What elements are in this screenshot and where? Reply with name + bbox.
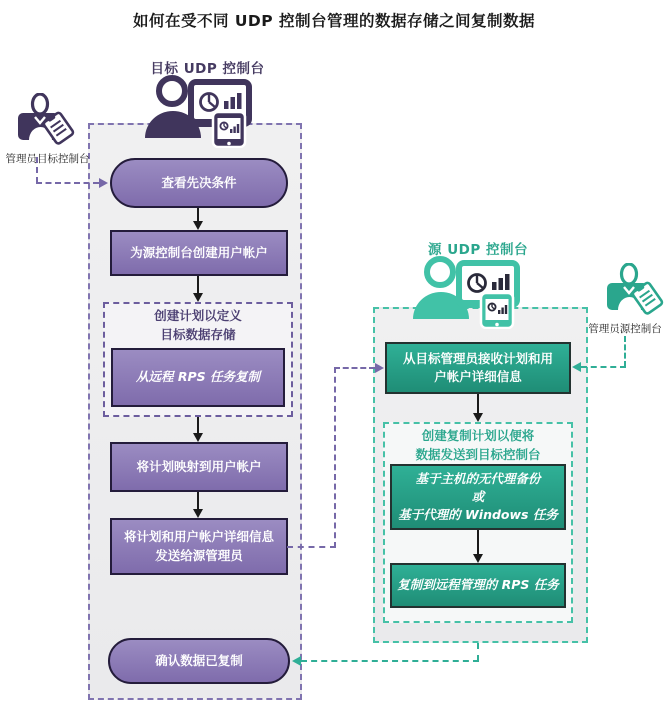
source-console-icon <box>408 255 526 333</box>
send-details-line1: 将计划和用户帐户详细信息 <box>123 529 274 545</box>
step-receive-plan-details <box>385 342 571 394</box>
connector-send-h2 <box>334 367 375 369</box>
step-review-prerequisites: 查看先决条件 <box>110 158 288 208</box>
step-map-plan-to-user: 将计划映射到用户帐户 <box>110 442 288 492</box>
arrow-receive-to-group <box>477 394 479 414</box>
arrowhead <box>193 293 203 302</box>
tablet-chart-icon <box>213 112 245 147</box>
arrowhead-into-receive <box>375 363 384 373</box>
arrow-prereq-to-create <box>197 208 199 222</box>
connector-send-h1 <box>287 546 336 548</box>
arrowhead <box>473 413 483 422</box>
target-console-icon <box>140 74 258 152</box>
arrowhead <box>473 554 483 563</box>
backup-line1: 基于主机的无代理备份 <box>415 470 541 486</box>
step-backup-task-options <box>390 464 566 530</box>
step-replicate-to-remote-rps: 复制到远程管理的 RPS 任务 <box>390 563 566 608</box>
group-replication-title <box>383 427 573 465</box>
tablet-chart-icon <box>481 293 513 328</box>
arrowhead <box>193 433 203 442</box>
step-create-user-account: 为源控制台创建用户帐户 <box>110 230 288 276</box>
source-admin-icon <box>602 263 664 325</box>
group-title-line2: 目标数据存储 <box>160 326 236 342</box>
backup-line2: 或 <box>471 488 485 504</box>
arrowhead <box>193 221 203 230</box>
step-send-plan-details <box>110 518 288 575</box>
source-admin-label: 管理员源控制台 <box>588 323 662 335</box>
receive-line1: 从目标管理员接收计划和用 <box>402 350 553 366</box>
connector-admin-target-h <box>36 182 99 184</box>
arrowhead <box>193 509 203 518</box>
connector-admin-target-v <box>36 157 38 183</box>
send-details-line2: 发送给源管理员 <box>155 547 243 563</box>
target-lane-header: 目标 UDP 控制台 <box>150 61 265 77</box>
receive-line2: 户帐户详细信息 <box>434 369 522 384</box>
page-title: 如何在受不同 UDP 控制台管理的数据存储之间复制数据 <box>132 12 536 30</box>
arrow-backup-to-replicate <box>477 530 479 555</box>
arrow-create-to-plan <box>197 276 199 294</box>
arrowhead-into-confirm <box>292 656 301 666</box>
step-replicate-from-remote-rps: 从远程 RPS 任务复制 <box>111 348 285 407</box>
arrowhead-into-receive-right <box>572 362 581 372</box>
arrow-map-to-send <box>197 492 199 510</box>
target-admin-icon <box>13 93 75 155</box>
arrowhead-into-prereq <box>99 178 108 188</box>
connector-send-v <box>334 367 336 548</box>
group-title-line2: 数据发送到目标控制台 <box>415 446 541 462</box>
connector-admin-source-h <box>581 366 626 368</box>
source-lane-header: 源 UDP 控制台 <box>428 242 528 258</box>
group-create-plan-title <box>103 307 293 345</box>
arrow-plan-to-map <box>197 417 199 434</box>
backup-line3: 基于代理的 Windows 任务 <box>398 507 558 523</box>
group-title-line1: 创建复制计划以便将 <box>421 428 535 443</box>
target-admin-label: 管理员目标控制台 <box>5 153 90 165</box>
group-title-line1: 创建计划以定义 <box>154 308 242 323</box>
connector-confirm-v <box>477 643 479 661</box>
step-confirm-replicated: 确认数据已复制 <box>108 638 290 684</box>
connector-admin-source-v <box>624 336 626 367</box>
connector-confirm-h <box>301 660 479 662</box>
